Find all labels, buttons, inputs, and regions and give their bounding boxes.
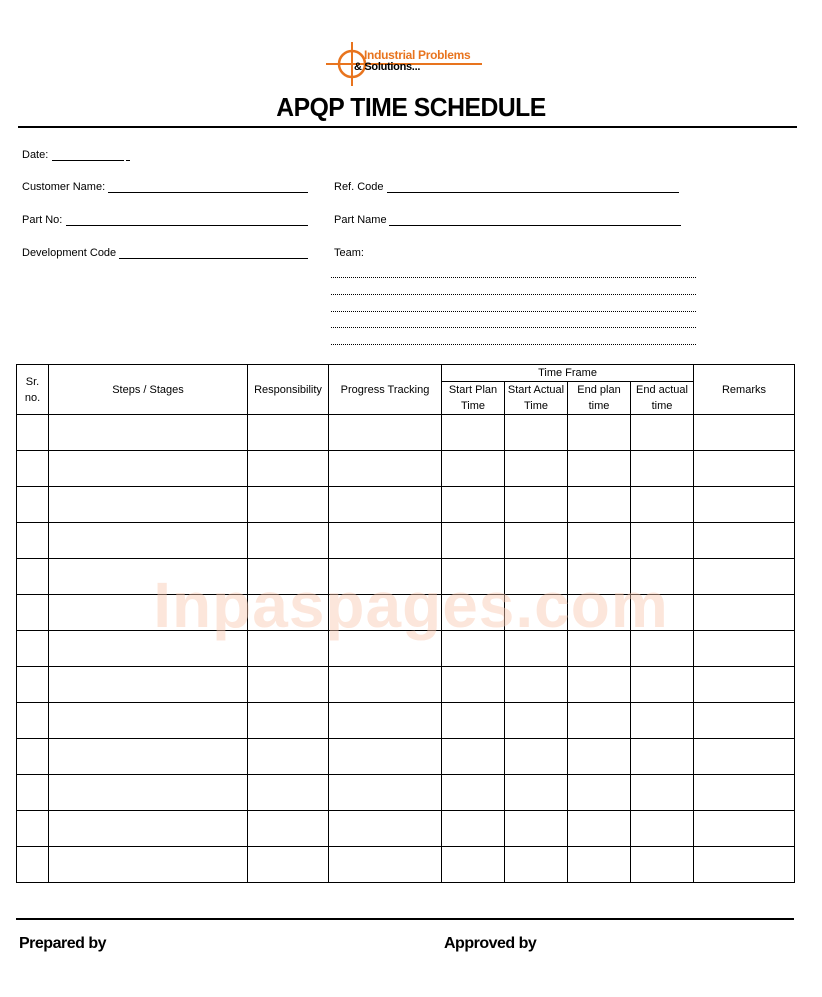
table-row bbox=[17, 667, 795, 703]
table-cell[interactable] bbox=[329, 595, 442, 631]
header-progress-tracking: Progress Tracking bbox=[329, 365, 442, 415]
table-cell[interactable] bbox=[329, 523, 442, 559]
table-cell[interactable] bbox=[442, 703, 505, 739]
table-cell[interactable] bbox=[248, 487, 329, 523]
prepared-by-label: Prepared by bbox=[19, 935, 106, 952]
table-row bbox=[17, 811, 795, 847]
table-cell[interactable] bbox=[49, 811, 248, 847]
header-start-plan-time: Start Plan Time bbox=[442, 382, 505, 415]
table-cell[interactable] bbox=[442, 667, 505, 703]
table-cell[interactable] bbox=[248, 667, 329, 703]
table-cell[interactable] bbox=[17, 667, 49, 703]
development-code-label: Development Code bbox=[22, 247, 117, 259]
table-cell[interactable] bbox=[17, 415, 49, 451]
table-cell[interactable] bbox=[694, 847, 795, 883]
table-cell[interactable] bbox=[694, 739, 795, 775]
team-line-4[interactable] bbox=[331, 327, 696, 328]
schedule-table bbox=[16, 364, 795, 883]
header-time-frame: Time Frame bbox=[442, 365, 694, 382]
table-cell[interactable] bbox=[631, 667, 694, 703]
table-cell[interactable] bbox=[248, 775, 329, 811]
table-cell[interactable] bbox=[568, 415, 631, 451]
table-cell[interactable] bbox=[505, 487, 568, 523]
header-remarks: Remarks bbox=[694, 365, 795, 415]
table-cell[interactable] bbox=[694, 487, 795, 523]
table-cell[interactable] bbox=[631, 703, 694, 739]
table-cell[interactable] bbox=[442, 631, 505, 667]
table-cell[interactable] bbox=[505, 667, 568, 703]
table-cell[interactable] bbox=[329, 775, 442, 811]
table-cell[interactable] bbox=[694, 703, 795, 739]
table-cell[interactable] bbox=[248, 847, 329, 883]
table-cell[interactable] bbox=[442, 559, 505, 595]
header-start-actual-time: Start Actual Time bbox=[505, 382, 568, 415]
table-cell[interactable] bbox=[329, 559, 442, 595]
table-row bbox=[17, 703, 795, 739]
table-cell[interactable] bbox=[49, 487, 248, 523]
table-cell[interactable] bbox=[442, 415, 505, 451]
schedule-table-body bbox=[17, 415, 795, 883]
header-steps-stages: Steps / Stages bbox=[49, 365, 248, 415]
table-cell[interactable] bbox=[49, 631, 248, 667]
table-cell[interactable] bbox=[568, 739, 631, 775]
table-cell[interactable] bbox=[49, 703, 248, 739]
ref-code-field[interactable] bbox=[387, 192, 679, 193]
table-cell[interactable] bbox=[631, 559, 694, 595]
table-cell[interactable] bbox=[505, 703, 568, 739]
table-cell[interactable] bbox=[17, 847, 49, 883]
table-cell[interactable] bbox=[442, 847, 505, 883]
table-cell[interactable] bbox=[568, 811, 631, 847]
table-cell[interactable] bbox=[17, 775, 49, 811]
customer-name-label: Customer Name: bbox=[22, 181, 106, 193]
team-label: Team: bbox=[334, 247, 364, 259]
table-cell[interactable] bbox=[505, 559, 568, 595]
table-cell[interactable] bbox=[49, 451, 248, 487]
table-cell[interactable] bbox=[248, 451, 329, 487]
date-field-end bbox=[126, 160, 130, 161]
table-cell[interactable] bbox=[631, 595, 694, 631]
team-line-1[interactable] bbox=[331, 277, 696, 278]
table-cell[interactable] bbox=[694, 631, 795, 667]
table-cell[interactable] bbox=[442, 451, 505, 487]
table-cell[interactable] bbox=[631, 811, 694, 847]
table-cell[interactable] bbox=[694, 523, 795, 559]
table-cell[interactable] bbox=[248, 523, 329, 559]
company-logo bbox=[322, 40, 492, 88]
table-cell[interactable] bbox=[442, 739, 505, 775]
table-cell[interactable] bbox=[505, 847, 568, 883]
date-field[interactable] bbox=[52, 160, 124, 161]
table-cell[interactable] bbox=[17, 595, 49, 631]
table-cell[interactable] bbox=[442, 487, 505, 523]
table-cell[interactable] bbox=[17, 811, 49, 847]
page-title: APQP TIME SCHEDULE bbox=[276, 92, 546, 122]
part-no-label: Part No: bbox=[22, 214, 63, 226]
table-cell[interactable] bbox=[505, 811, 568, 847]
ref-code-label: Ref. Code bbox=[334, 181, 384, 193]
table-cell[interactable] bbox=[17, 739, 49, 775]
table-cell[interactable] bbox=[568, 595, 631, 631]
table-cell[interactable] bbox=[329, 667, 442, 703]
customer-name-field[interactable] bbox=[108, 192, 308, 193]
approved-by-label: Approved by bbox=[444, 935, 537, 952]
header-end-plan-time: End plan time bbox=[568, 382, 631, 415]
table-cell[interactable] bbox=[329, 415, 442, 451]
table-cell[interactable] bbox=[505, 451, 568, 487]
table-cell[interactable] bbox=[694, 595, 795, 631]
table-cell[interactable] bbox=[631, 487, 694, 523]
table-cell[interactable] bbox=[442, 523, 505, 559]
table-cell[interactable] bbox=[49, 595, 248, 631]
table-cell[interactable] bbox=[631, 847, 694, 883]
table-row bbox=[17, 523, 795, 559]
table-cell[interactable] bbox=[694, 775, 795, 811]
table-row bbox=[17, 775, 795, 811]
table-cell[interactable] bbox=[49, 739, 248, 775]
table-cell[interactable] bbox=[17, 451, 49, 487]
table-cell[interactable] bbox=[329, 451, 442, 487]
table-cell[interactable] bbox=[505, 631, 568, 667]
table-cell[interactable] bbox=[248, 559, 329, 595]
table-cell[interactable] bbox=[17, 559, 49, 595]
table-cell[interactable] bbox=[631, 451, 694, 487]
table-cell[interactable] bbox=[631, 631, 694, 667]
title-divider bbox=[18, 126, 797, 128]
table-cell[interactable] bbox=[329, 631, 442, 667]
table-cell[interactable] bbox=[631, 775, 694, 811]
table-cell[interactable] bbox=[49, 667, 248, 703]
table-cell[interactable] bbox=[17, 631, 49, 667]
table-cell[interactable] bbox=[568, 523, 631, 559]
table-cell[interactable] bbox=[329, 739, 442, 775]
table-cell[interactable] bbox=[329, 847, 442, 883]
table-row bbox=[17, 415, 795, 451]
table-cell[interactable] bbox=[49, 847, 248, 883]
team-line-2[interactable] bbox=[331, 294, 696, 295]
table-cell[interactable] bbox=[248, 415, 329, 451]
table-cell[interactable] bbox=[505, 739, 568, 775]
table-row bbox=[17, 847, 795, 883]
table-cell[interactable] bbox=[505, 595, 568, 631]
table-cell[interactable] bbox=[568, 847, 631, 883]
logo-line-2: & Solutions... bbox=[354, 61, 421, 73]
header-end-actual-time: End actual time bbox=[631, 382, 694, 415]
table-cell[interactable] bbox=[17, 523, 49, 559]
table-cell[interactable] bbox=[49, 415, 248, 451]
footer-divider bbox=[16, 918, 794, 920]
table-cell[interactable] bbox=[568, 667, 631, 703]
table-cell[interactable] bbox=[329, 487, 442, 523]
table-cell[interactable] bbox=[631, 415, 694, 451]
header-sr-no: Sr. no. bbox=[17, 365, 49, 415]
table-cell[interactable] bbox=[505, 523, 568, 559]
table-cell[interactable] bbox=[631, 523, 694, 559]
table-cell[interactable] bbox=[505, 775, 568, 811]
table-row bbox=[17, 739, 795, 775]
table-cell[interactable] bbox=[442, 775, 505, 811]
table-cell[interactable] bbox=[49, 775, 248, 811]
table-cell[interactable] bbox=[329, 811, 442, 847]
table-cell[interactable] bbox=[568, 451, 631, 487]
team-line-3[interactable] bbox=[331, 311, 696, 312]
table-cell[interactable] bbox=[568, 775, 631, 811]
table-cell[interactable] bbox=[442, 595, 505, 631]
table-cell[interactable] bbox=[694, 415, 795, 451]
part-name-field[interactable] bbox=[389, 225, 681, 226]
table-row bbox=[17, 631, 795, 667]
table-row bbox=[17, 595, 795, 631]
table-cell[interactable] bbox=[568, 703, 631, 739]
table-cell[interactable] bbox=[49, 559, 248, 595]
table-cell[interactable] bbox=[17, 487, 49, 523]
table-cell[interactable] bbox=[568, 559, 631, 595]
table-cell[interactable] bbox=[248, 811, 329, 847]
date-label: Date: bbox=[22, 149, 49, 161]
header-responsibility: Responsibility bbox=[248, 365, 329, 415]
table-cell[interactable] bbox=[49, 523, 248, 559]
table-cell[interactable] bbox=[329, 703, 442, 739]
table-cell[interactable] bbox=[248, 703, 329, 739]
table-row bbox=[17, 487, 795, 523]
table-cell[interactable] bbox=[694, 811, 795, 847]
watermark: Inpaspages.com bbox=[153, 569, 669, 641]
table-cell[interactable] bbox=[568, 487, 631, 523]
table-cell[interactable] bbox=[694, 559, 795, 595]
table-row bbox=[17, 451, 795, 487]
table-cell[interactable] bbox=[568, 631, 631, 667]
team-line-5[interactable] bbox=[331, 344, 696, 345]
logo-line-1: Industrial Problems bbox=[364, 48, 471, 62]
part-no-field[interactable] bbox=[66, 225, 308, 226]
table-cell[interactable] bbox=[248, 631, 329, 667]
table-cell[interactable] bbox=[505, 415, 568, 451]
table-cell[interactable] bbox=[17, 703, 49, 739]
table-cell[interactable] bbox=[248, 595, 329, 631]
table-row bbox=[17, 559, 795, 595]
table-cell[interactable] bbox=[694, 667, 795, 703]
table-cell[interactable] bbox=[694, 451, 795, 487]
table-cell[interactable] bbox=[248, 739, 329, 775]
table-cell[interactable] bbox=[442, 811, 505, 847]
part-name-label: Part Name bbox=[334, 214, 387, 226]
development-code-field[interactable] bbox=[119, 258, 308, 259]
table-cell[interactable] bbox=[631, 739, 694, 775]
